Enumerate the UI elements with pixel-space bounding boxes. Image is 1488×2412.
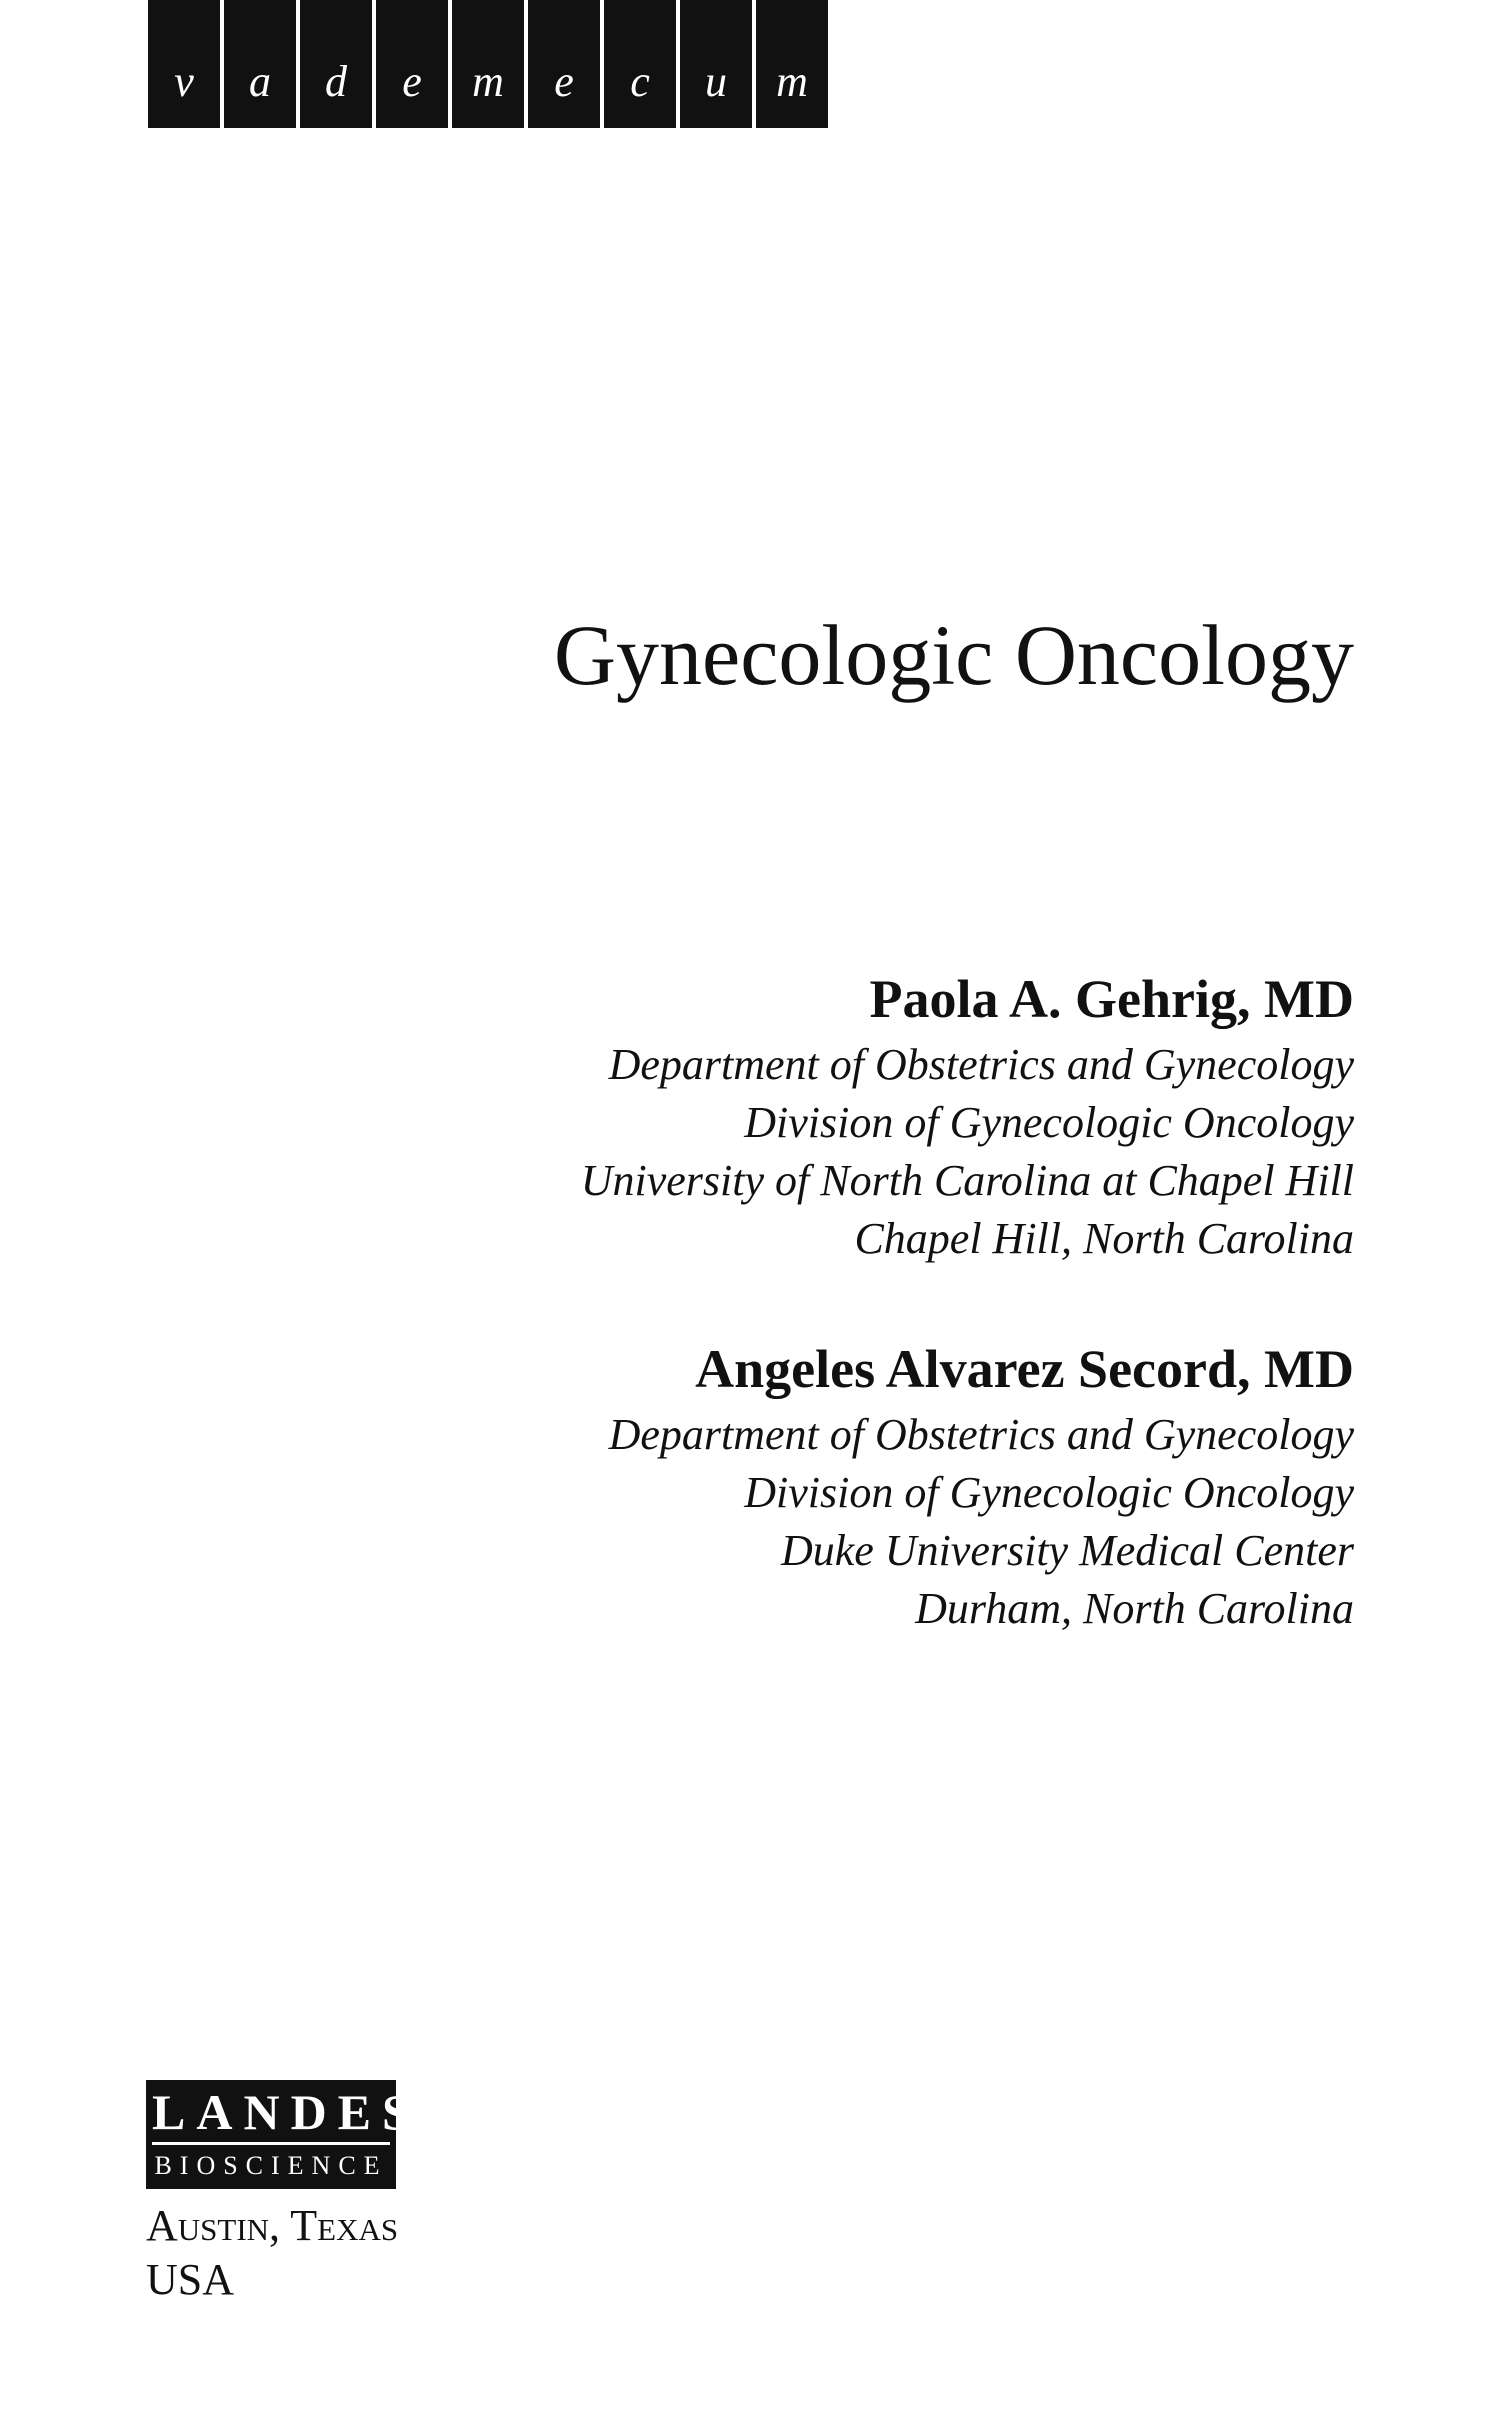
series-letter: d [300,0,372,128]
publisher-block [146,2080,421,2307]
series-letter: u [680,0,752,128]
series-letter: e [376,0,448,128]
author-name: Angeles Alvarez Secord, MD [695,1339,1354,1399]
logo-sub-text: BIOSCIENCE [154,2151,388,2180]
series-letter: e [528,0,600,128]
series-letter: c [604,0,676,128]
author-name: Paola A. Gehrig, MD [869,969,1354,1029]
series-banner [148,0,828,128]
book-title: Gynecologic Oncology [553,607,1354,703]
affiliation-line: Department of Obstetrics and Gynecology [608,1040,1354,1089]
series-letter: v [148,0,220,128]
affiliation-line: Durham, North Carolina [915,1584,1354,1633]
affiliation-line: Division of Gynecologic Oncology [744,1468,1354,1517]
publisher-country: USA [146,2255,235,2304]
publisher-city: Austin, Texas [146,2201,399,2250]
affiliation-line: Department of Obstetrics and Gynecology [608,1410,1354,1459]
affiliation-line: Chapel Hill, North Carolina [854,1214,1354,1263]
affiliation-line: Duke University Medical Center [780,1526,1354,1575]
publisher-logo [146,2080,421,2189]
logo-main-text: LANDES [152,2084,390,2145]
series-letter: m [756,0,828,128]
series-letter: a [224,0,296,128]
author-block-1 [254,966,1354,1268]
affiliation-line: University of North Carolina at Chapel Hill [580,1156,1354,1205]
affiliation-line: Division of Gynecologic Oncology [744,1098,1354,1147]
series-letter: m [452,0,524,128]
author-block-2 [254,1336,1354,1638]
